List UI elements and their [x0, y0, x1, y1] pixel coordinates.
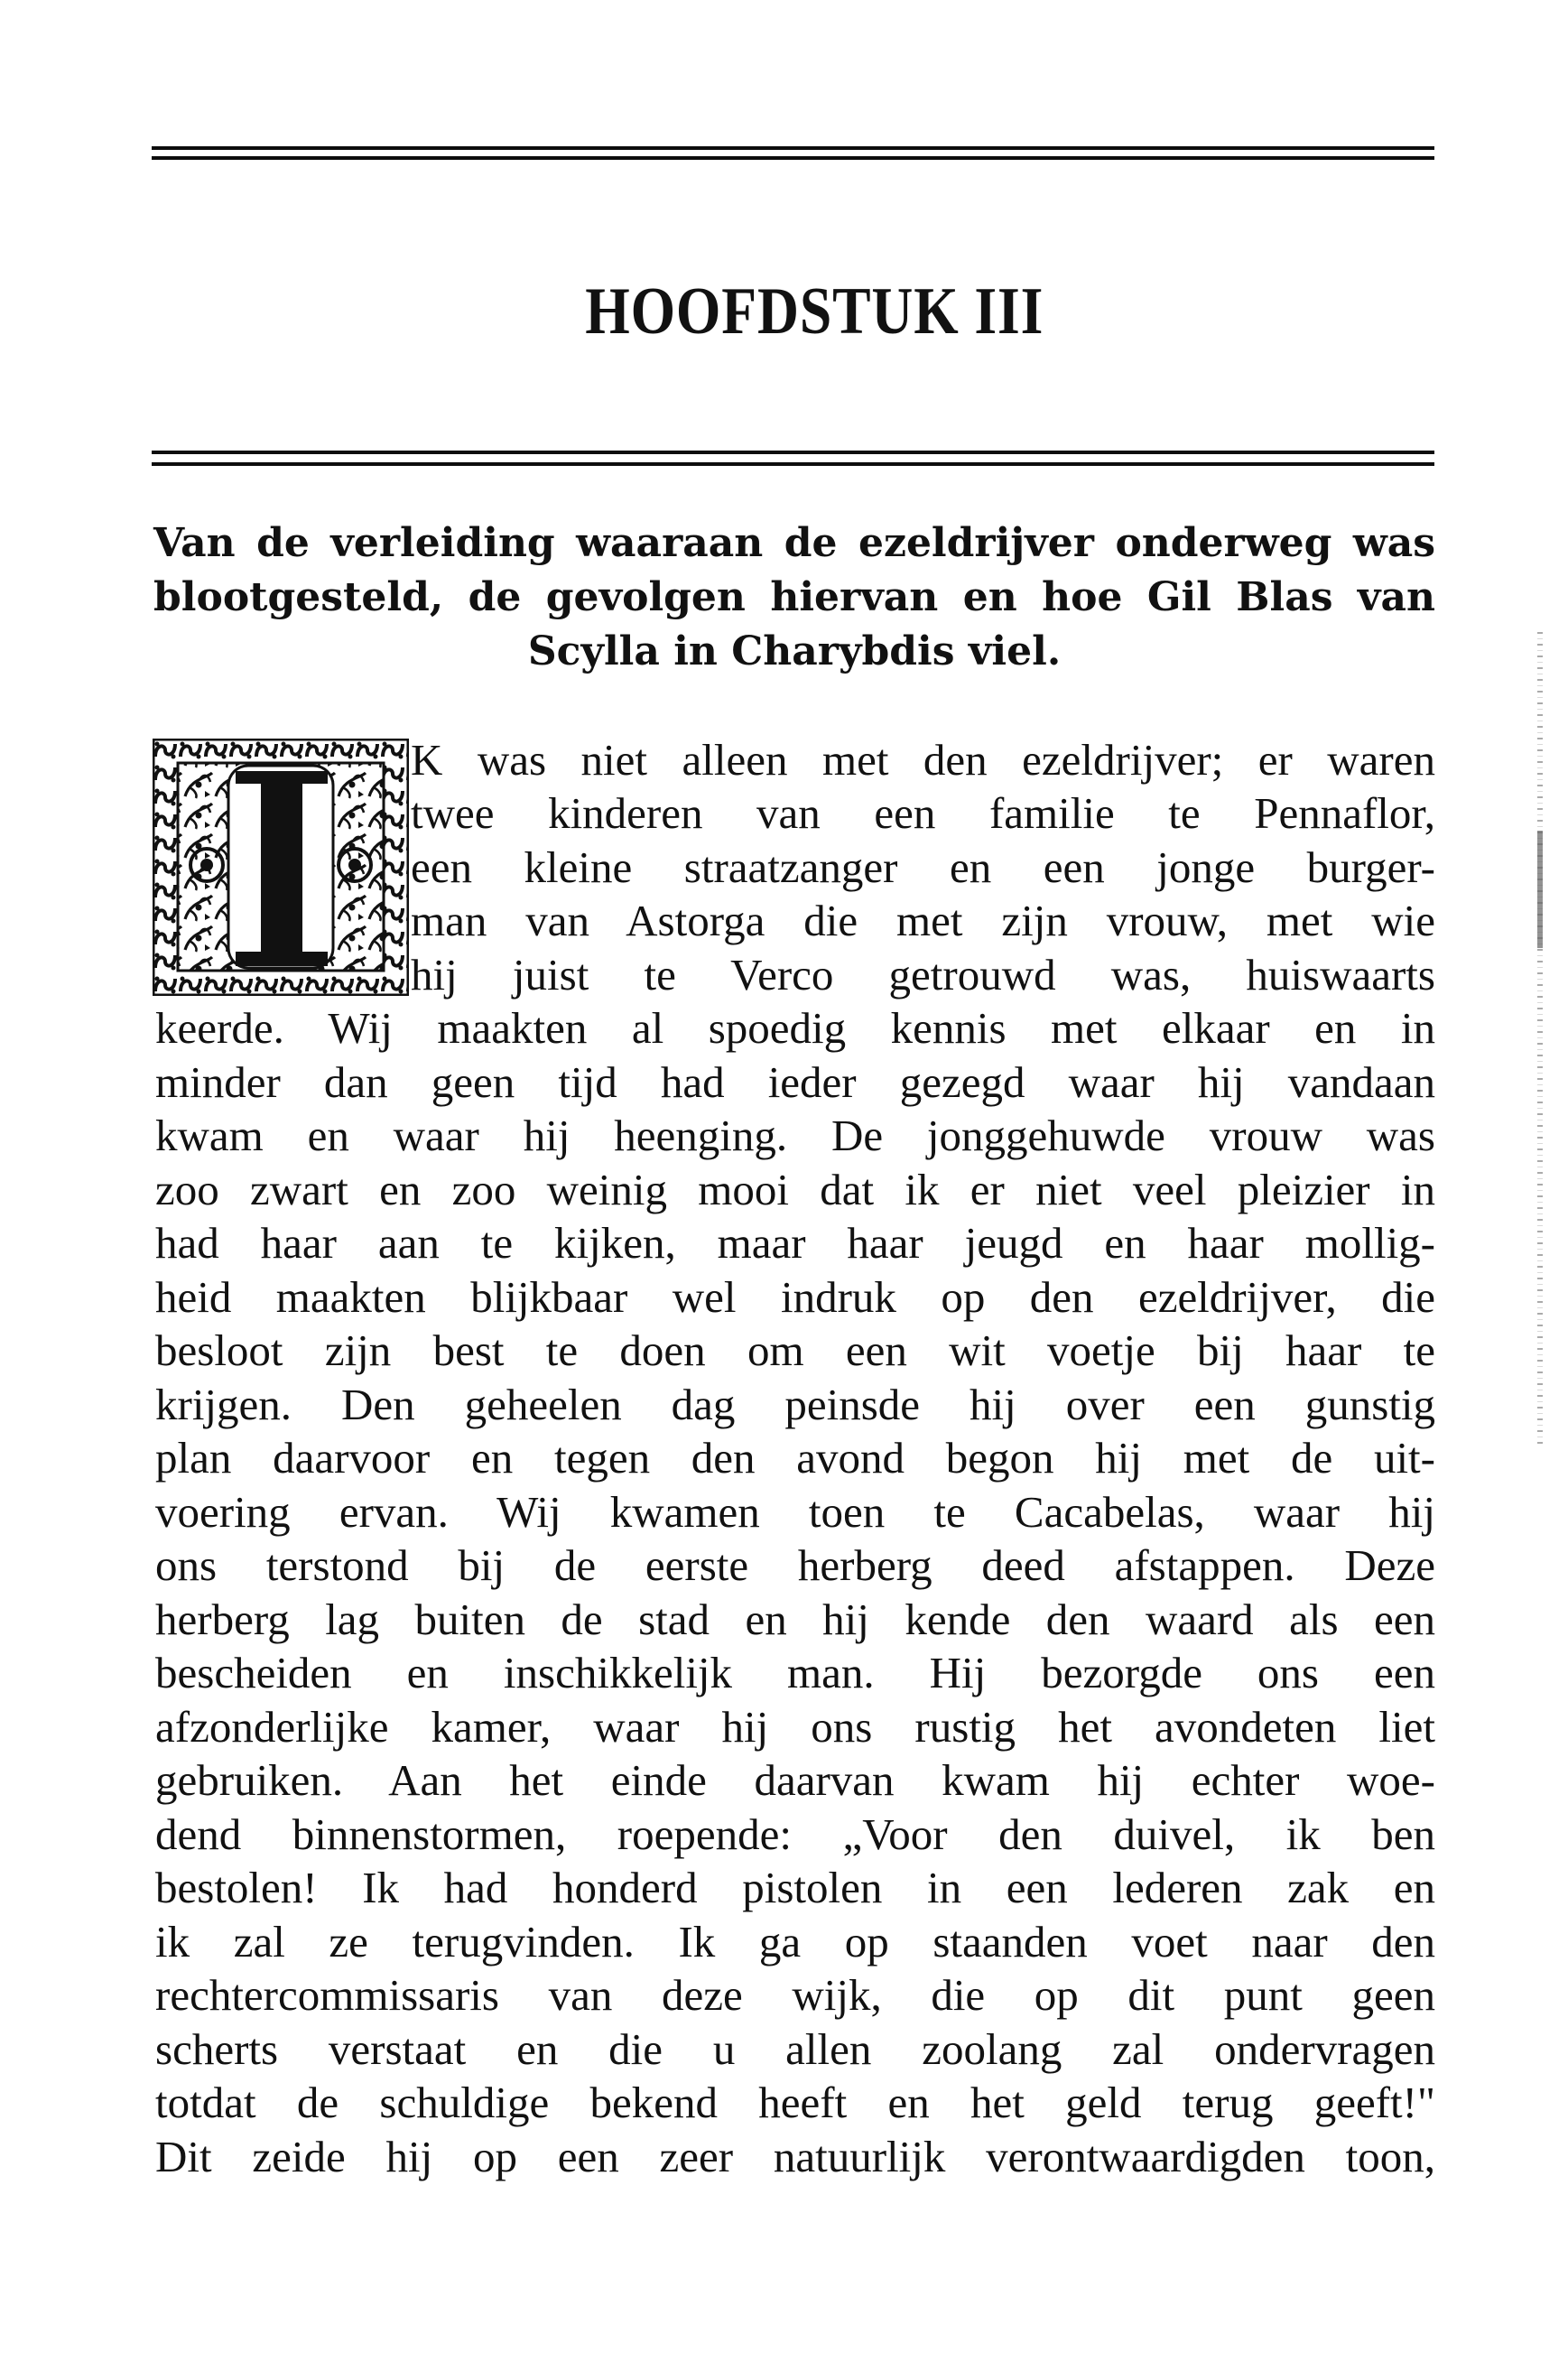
text-line: heid maakten blijkbaar wel indruk op den ezeldrijver, die [155, 1272, 1435, 1322]
text-line: ons terstond bij de eerste herberg deed afstappen. Deze [155, 1540, 1435, 1590]
scan-artifact-dense [1537, 831, 1543, 948]
ornamental-drop-cap [153, 739, 409, 996]
text-line: minder dan geen tijd had ieder gezegd waar hij vandaan [155, 1057, 1435, 1107]
title-rule-lower [152, 462, 1434, 466]
chapter-title: HOOFDSTUK III [585, 274, 1044, 349]
summary-line: blootgesteld, de gevolgen hiervan en hoe Gil Blas van [153, 574, 1435, 620]
title-rule-upper [152, 451, 1434, 454]
text-line: krijgen. Den geheelen dag peinsde hij over een gunstig [155, 1380, 1435, 1429]
text-line: voering ervan. Wij kwamen toen te Cacabelas, waar hij [155, 1487, 1435, 1537]
text-line: rechtercommissaris van deze wijk, die op dit punt geen [155, 1970, 1435, 2020]
summary-line: Van de verleiding waaraan de ezeldrijver onderweg was [153, 520, 1435, 566]
text-line: Dit zeide hij op een zeer natuurlijk verontwaardigden toon, [155, 2132, 1435, 2181]
text-line: afzonderlijke kamer, waar hij ons rustig het avondeten liet [155, 1702, 1435, 1752]
scan-artifact [1537, 632, 1543, 1445]
top-rule-lower [152, 156, 1434, 160]
text-line: K was niet alleen met den ezeldrijver; er waren [411, 735, 1435, 785]
summary-line: Scylla in Charybdis viel. [527, 628, 1062, 674]
text-line: zoo zwart en zoo weinig mooi dat ik er niet veel pleizier in [155, 1165, 1435, 1214]
text-line: scherts verstaat en die u allen zoolang zal ondervragen [155, 2024, 1435, 2074]
text-line: hij juist te Verco getrouwd was, huiswaarts [411, 950, 1435, 1000]
text-line: kwam en waar hij heenging. De jonggehuwde vrouw was [155, 1111, 1435, 1160]
text-line: herberg lag buiten de stad en hij kende den waard als een [155, 1595, 1435, 1644]
text-line: twee kinderen van een familie te Pennaflor, [411, 788, 1435, 838]
top-rule-upper [152, 146, 1434, 150]
text-line: man van Astorga die met zijn vrouw, met wie [411, 896, 1435, 945]
text-line: dend binnenstormen, roepende: „Voor den duivel, ik ben [155, 1809, 1435, 1859]
text-line: ik zal ze terugvinden. Ik ga op staanden voet naar den [155, 1917, 1435, 1967]
text-line: plan daarvoor en tegen den avond begon hij met de uit- [155, 1433, 1435, 1483]
text-line: bestolen! Ik had honderd pistolen in een lederen zak en [155, 1863, 1435, 1912]
text-line: totdat de schuldige bekend heeft en het geld terug geeft!" [155, 2078, 1435, 2127]
text-line: bescheiden en inschikkelijk man. Hij bezorgde ons een [155, 1648, 1435, 1697]
text-line: gebruiken. Aan het einde daarvan kwam hij echter woe- [155, 1755, 1435, 1805]
text-line: keerde. Wij maakten al spoedig kennis met elkaar en in [155, 1003, 1435, 1053]
text-line: een kleine straatzanger en een jonge burger- [411, 842, 1435, 892]
drop-cap-i-icon [153, 739, 409, 996]
text-line: besloot zijn best te doen om een wit voetje bij haar te [155, 1325, 1435, 1375]
chapter-summary [153, 516, 1435, 679]
text-line: had haar aan te kijken, maar haar jeugd en haar mollig- [155, 1218, 1435, 1268]
